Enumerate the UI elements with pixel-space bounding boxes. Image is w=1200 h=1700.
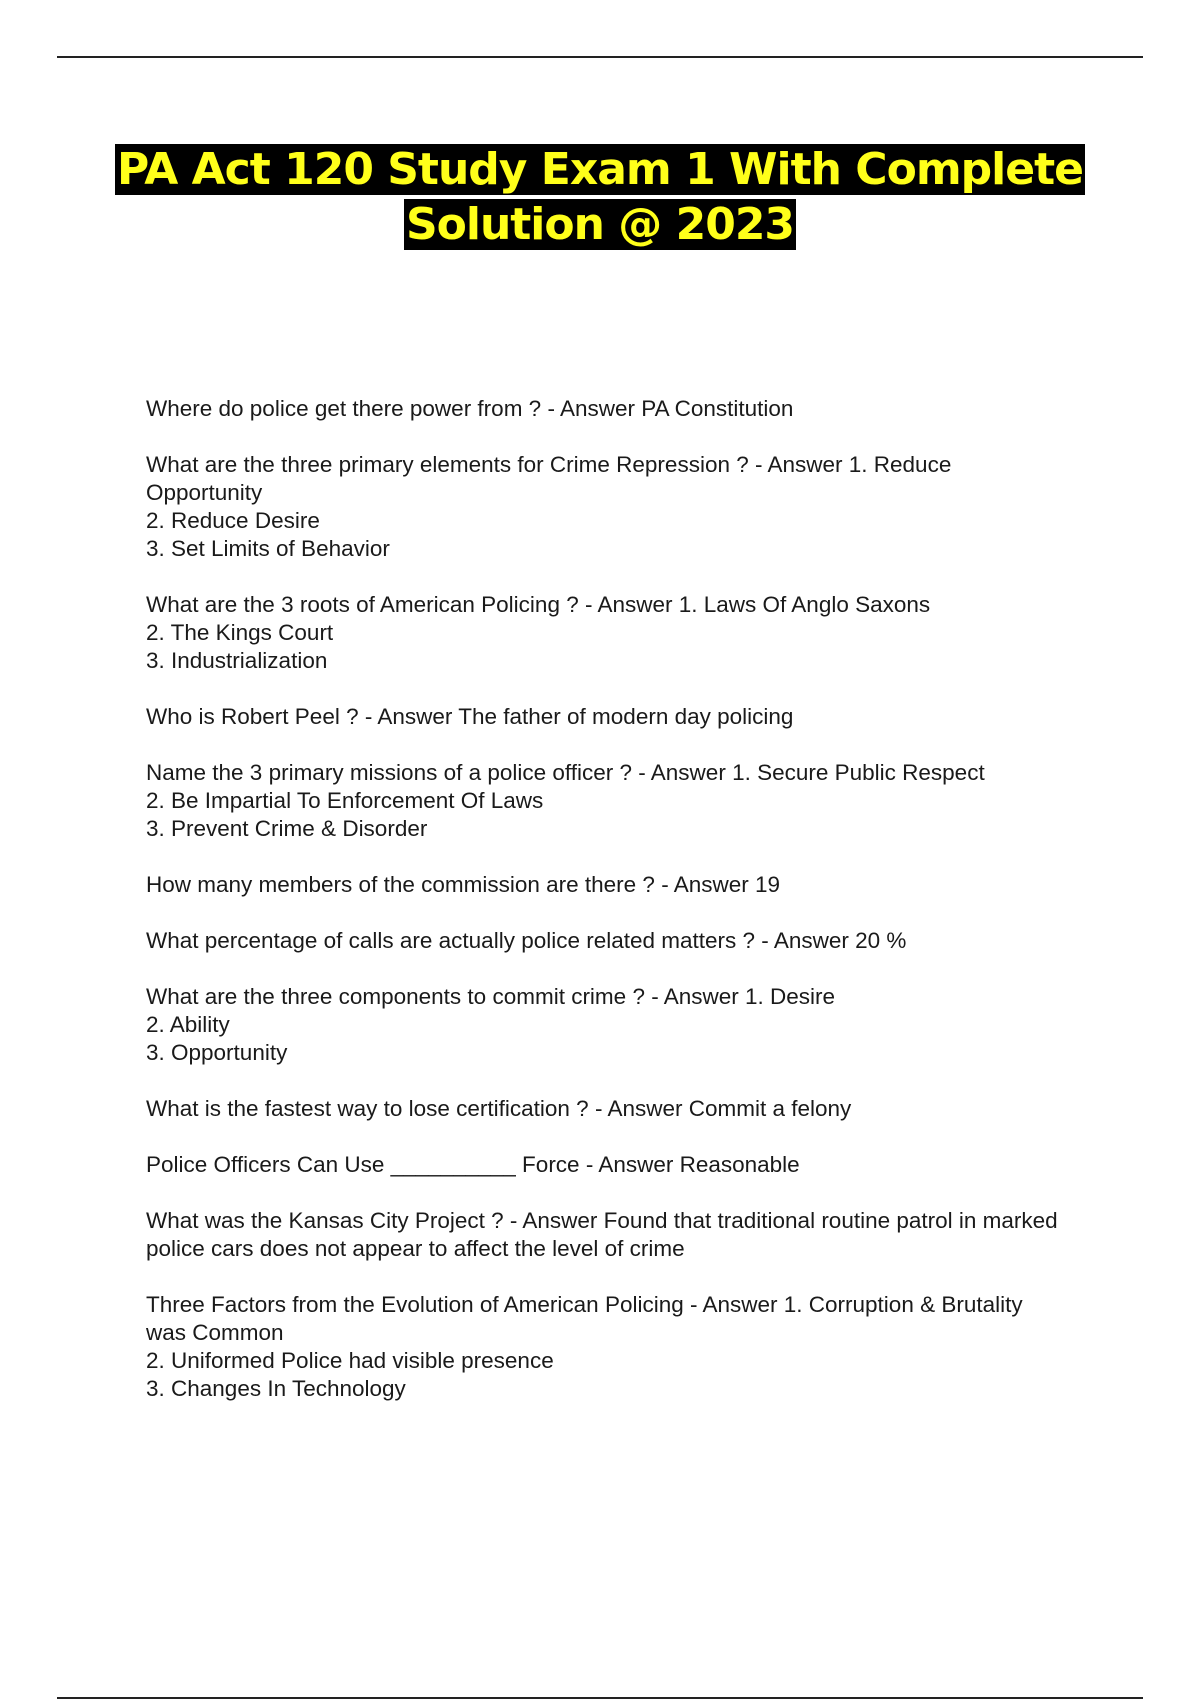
qa-answer-line: 2. Uniformed Police had visible presence — [146, 1348, 554, 1373]
qa-item — [146, 1095, 1066, 1123]
qa-question: Name the 3 primary missions of a police officer ? - Answer 1. Secure Public Respect — [146, 760, 985, 785]
qa-item — [146, 395, 1066, 423]
document-title-line-1: PA Act 120 Study Exam 1 With Complete — [117, 144, 1083, 195]
qa-question: What percentage of calls are actually police related matters ? - Answer 20 % — [146, 928, 907, 953]
qa-item — [146, 759, 1066, 843]
qa-answer-line: 3. Prevent Crime & Disorder — [146, 816, 428, 841]
bottom-divider — [57, 1697, 1143, 1699]
qa-item — [146, 983, 1066, 1067]
qa-item — [146, 591, 1066, 675]
qa-item — [146, 871, 1066, 899]
qa-answer-line: 2. Ability — [146, 1012, 230, 1037]
qa-question: Three Factors from the Evolution of American Policing - Answer 1. Corruption & Brutality was Common — [146, 1292, 1023, 1345]
qa-question: What was the Kansas City Project ? - Answer Found that traditional routine patrol in marked police cars does not appear to affect the level of crime — [146, 1208, 1058, 1261]
qa-question: Police Officers Can Use __________ Force - Answer Reasonable — [146, 1152, 800, 1177]
qa-question: What are the 3 roots of American Policing ? - Answer 1. Laws Of Anglo Saxons — [146, 592, 931, 617]
qa-question: Who is Robert Peel ? - Answer The father of modern day policing — [146, 704, 794, 729]
qa-answer-line: 3. Changes In Technology — [146, 1376, 406, 1401]
qa-question: What is the fastest way to lose certification ? - Answer Commit a felony — [146, 1096, 852, 1121]
qa-answer-line: 3. Opportunity — [146, 1040, 288, 1065]
qa-answer-line: 2. Reduce Desire — [146, 508, 320, 533]
qa-item — [146, 927, 1066, 955]
qa-question: What are the three components to commit crime ? - Answer 1. Desire — [146, 984, 836, 1009]
qa-answer-line: 3. Industrialization — [146, 648, 328, 673]
qa-item — [146, 703, 1066, 731]
document-title — [100, 142, 1100, 252]
qa-item — [146, 1291, 1066, 1403]
qa-question: Where do police get there power from ? - Answer PA Constitution — [146, 396, 794, 421]
qa-answer-line: 2. Be Impartial To Enforcement Of Laws — [146, 788, 544, 813]
top-divider — [57, 56, 1143, 58]
qa-question: What are the three primary elements for Crime Repression ? - Answer 1. Reduce Opportunity — [146, 452, 952, 505]
qa-answer-line: 2. The Kings Court — [146, 620, 334, 645]
qa-question: How many members of the commission are there ? - Answer 19 — [146, 872, 780, 897]
qa-answer-line: 3. Set Limits of Behavior — [146, 536, 390, 561]
qa-item — [146, 1207, 1066, 1263]
qa-item — [146, 1151, 1066, 1179]
qa-list — [146, 395, 1066, 1431]
document-title-line-2: Solution @ 2023 — [405, 199, 795, 250]
qa-item — [146, 451, 1066, 563]
